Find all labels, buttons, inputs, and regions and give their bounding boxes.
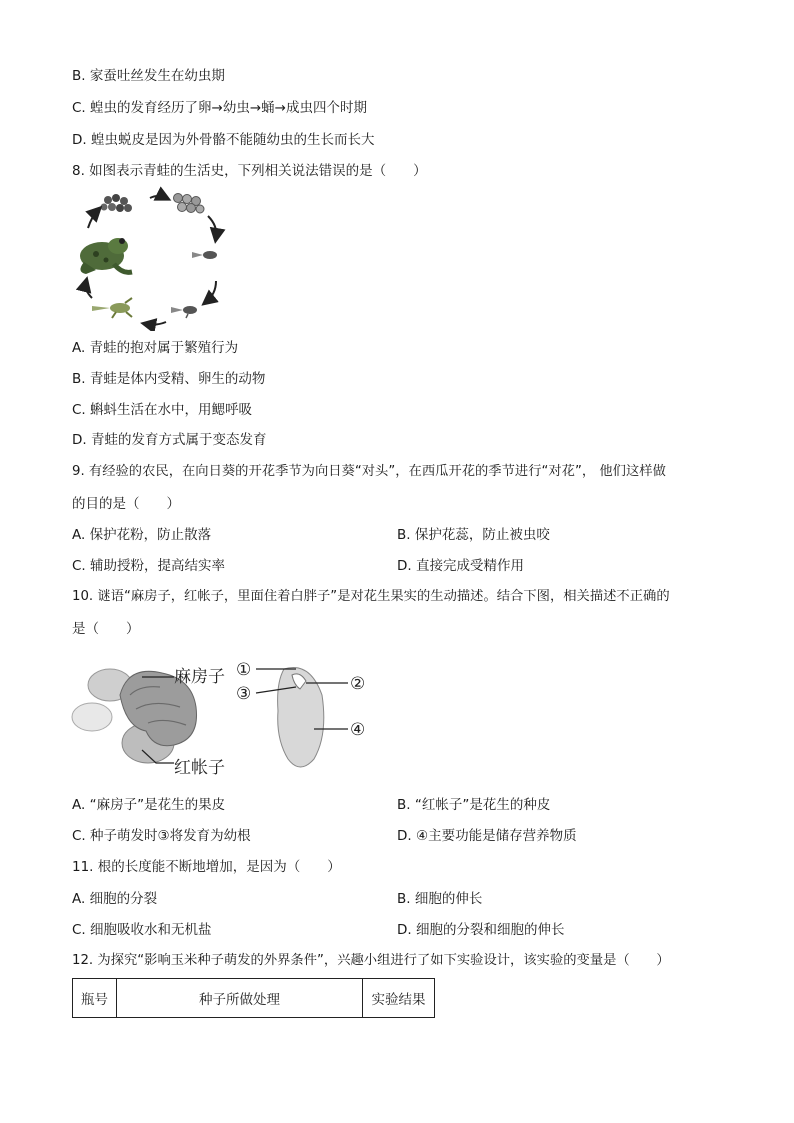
cycle-arrow-4 [146, 322, 166, 325]
q9-option-a: A. 保护花粉，防止散落 [72, 527, 212, 543]
q9-option-d: D. 直接完成受精作用 [397, 558, 524, 574]
q12-stem: 12. 为探究“影响玉米种子萌发的外界条件”，兴趣小组进行了如下实验设计，该实验的变量是（ ） [72, 953, 670, 968]
cycle-arrow-6 [88, 210, 98, 228]
q9-stem-line2: 的目的是（ ） [72, 496, 180, 512]
q9-stem-line1: 9. 有经验的农民，在向日葵的开花季节为向日葵“对头”，在西瓜开花的季节进行“对花”， 他们这样做 [72, 464, 666, 479]
table-header-row [73, 979, 435, 1018]
q9-option-c: C. 辅助授粉，提高结实率 [72, 558, 226, 574]
q11-option-d: D. 细胞的分裂和细胞的伸长 [397, 922, 565, 938]
froglet-icon [92, 298, 132, 318]
frog-eggs-icon [101, 194, 133, 212]
marker-3: ③ [236, 684, 252, 704]
header-seed-treatment: 种子所做处理 [117, 979, 363, 1018]
cycle-arrow-3 [206, 281, 216, 302]
marker-4: ④ [350, 720, 366, 740]
q10-option-c: C. 种子萌发时③将发育为幼根 [72, 828, 251, 844]
q8-option-b: B. 青蛙是体内受精、卵生的动物 [72, 371, 266, 387]
q8-option-d: D. 青蛙的发育方式属于变态发育 [72, 432, 267, 448]
experiment-table [72, 978, 435, 1018]
cycle-arrow-1 [150, 196, 166, 198]
peanut-figure [70, 655, 380, 780]
marker-2: ② [350, 674, 366, 694]
q11-option-a: A. 细胞的分裂 [72, 891, 158, 907]
tadpole-icon [192, 251, 217, 259]
q8-stem: 8. 如图表示青蛙的生活史，下列相关说法错误的是（ ） [72, 163, 427, 179]
frog-lifecycle-figure [70, 186, 240, 331]
developing-eggs-icon [174, 194, 205, 214]
q8-option-c: C. 蝌蚪生活在水中，用鳃呼吸 [72, 402, 253, 418]
q7-option-c: C. 蝗虫的发育经历了卵→幼虫→蛹→成虫四个时期 [72, 100, 367, 116]
cycle-arrow-2 [208, 216, 216, 238]
adult-frog-icon [80, 238, 132, 274]
q10-option-b: B. “红帐子”是花生的种皮 [397, 797, 551, 813]
marker-1: ① [236, 660, 252, 680]
header-bottle-number: 瓶号 [73, 979, 117, 1018]
q8-option-a: A. 青蛙的抱对属于繁殖行为 [72, 340, 239, 356]
label-mafangzi: 麻房子 [174, 667, 225, 687]
label-hongzhangzi: 红帐子 [174, 758, 225, 778]
q11-option-b: B. 细胞的伸长 [397, 891, 483, 907]
q10-stem-line2: 是（ ） [72, 621, 140, 637]
q11-stem: 11. 根的长度能不断地增加，是因为（ ） [72, 859, 341, 875]
q10-option-d: D. ④主要功能是储存营养物质 [397, 828, 577, 844]
q7-option-b: B. 家蚕吐丝发生在幼虫期 [72, 68, 225, 84]
cycle-arrow-5 [86, 282, 92, 298]
q7-option-d: D. 蝗虫蜕皮是因为外骨骼不能随幼虫的生长而长大 [72, 132, 375, 148]
tadpole-with-legs-icon [171, 306, 197, 318]
q9-option-b: B. 保护花蕊，防止被虫咬 [397, 527, 550, 543]
header-result: 实验结果 [363, 979, 435, 1018]
q10-option-a: A. “麻房子”是花生的果皮 [72, 797, 226, 813]
q11-option-c: C. 细胞吸收水和无机盐 [72, 922, 212, 938]
q10-stem-line1: 10. 谜语“麻房子，红帐子，里面住着白胖子”是对花生果实的生动描述。结合下图，相关描述不正确的 [72, 589, 670, 604]
